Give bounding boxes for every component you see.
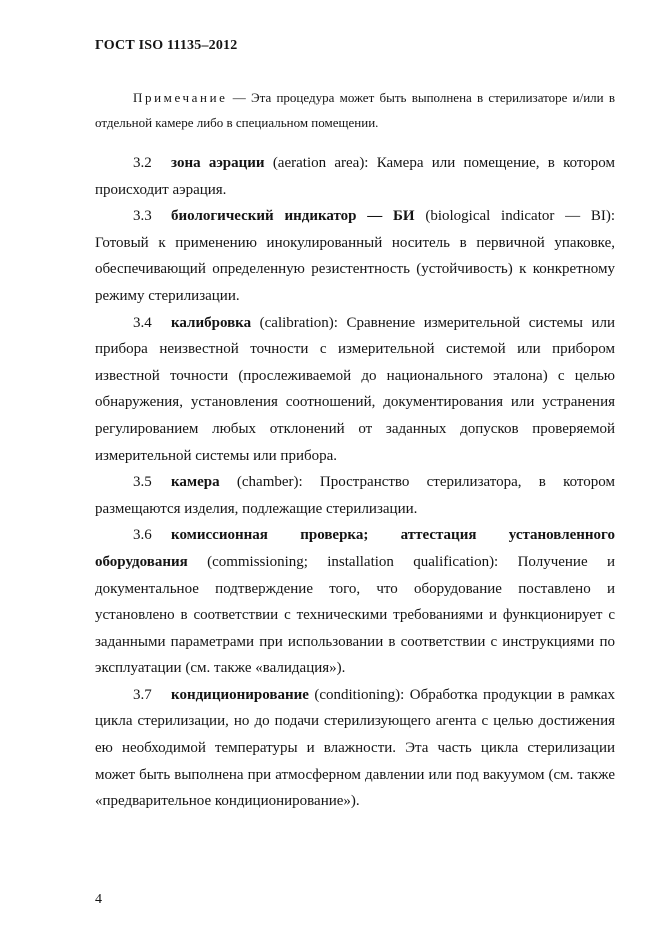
term-number: 3.3: [133, 208, 152, 225]
note-dash: —: [227, 90, 252, 105]
term-definition: (calibration): Сравнение измерительной системы или прибора неизвестной точности с измерительной системой или прибором известной точности (прослеживаемой до национального эталона) с целью обнаружения, установления соотношений, документирования или устранения регулированием любых отклонений от заданных допусков проверяемой измерительной системы или прибора.: [95, 314, 615, 464]
terms-section: [95, 150, 615, 815]
term-definition: (aeration area): Камера или помещение, в котором происходит аэрация.: [95, 155, 615, 198]
term-number: 3.4: [133, 314, 152, 331]
term-number: 3.7: [133, 686, 152, 703]
term-name: биологический индикатор — БИ: [171, 208, 415, 225]
term-definition: (biological indicator — BI): Готовый к применению инокулированный носитель в первичной упаковке, обеспечивающий определенную резистентность (устойчивость) к конкретному режиму стерилизации.: [95, 208, 615, 304]
term-3-6: [95, 522, 615, 682]
term-name: кондиционирование: [171, 686, 309, 703]
term-name: калибровка: [171, 314, 252, 331]
standard-header: ГОСТ ISO 11135–2012: [95, 38, 238, 53]
term-definition: (chamber): Пространство стерилизатора, в котором размещаются изделия, подлежащие стерилизации.: [95, 474, 615, 517]
term-number: 3.6: [133, 527, 152, 544]
page-number: 4: [95, 892, 102, 907]
term-3-5: [95, 469, 615, 522]
term-3-7: [95, 682, 615, 815]
term-name: комиссионная проверка; аттестация установленного оборудования: [95, 527, 615, 570]
term-name: камера: [171, 474, 220, 491]
term-number: 3.2: [133, 155, 152, 171]
term-3-4: [95, 310, 615, 470]
note-paragraph: [95, 85, 615, 135]
term-3-2: [95, 150, 615, 203]
term-3-3: [95, 203, 615, 309]
term-number: 3.5: [133, 474, 152, 491]
note-text: Эта процедура может быть выполнена в стерилизаторе и/или в отдельной камере либо в специальном помещении.: [95, 90, 616, 130]
note-label: Примечание: [133, 90, 228, 105]
term-definition: (commissioning; installation qualification): Получение и документальное подтверждение того, что оборудование поставлено и установлено в соответствии с техническими требованиями и функционирует с заданными параметрами при использовании в соответствии с инструкциями по эксплуатации (см. также «валидация»).: [95, 553, 615, 677]
term-definition: (conditioning): Обработка продукции в рамках цикла стерилизации, но до подачи стерилизующего агента с целью достижения ею необходимой температуры и влажности. Эта часть цикла стерилизации может быть выполнена при атмосферном давлении или под вакуумом (см. также «предварительное кондиционирование»).: [95, 686, 615, 810]
term-name: зона аэрации: [171, 155, 265, 171]
